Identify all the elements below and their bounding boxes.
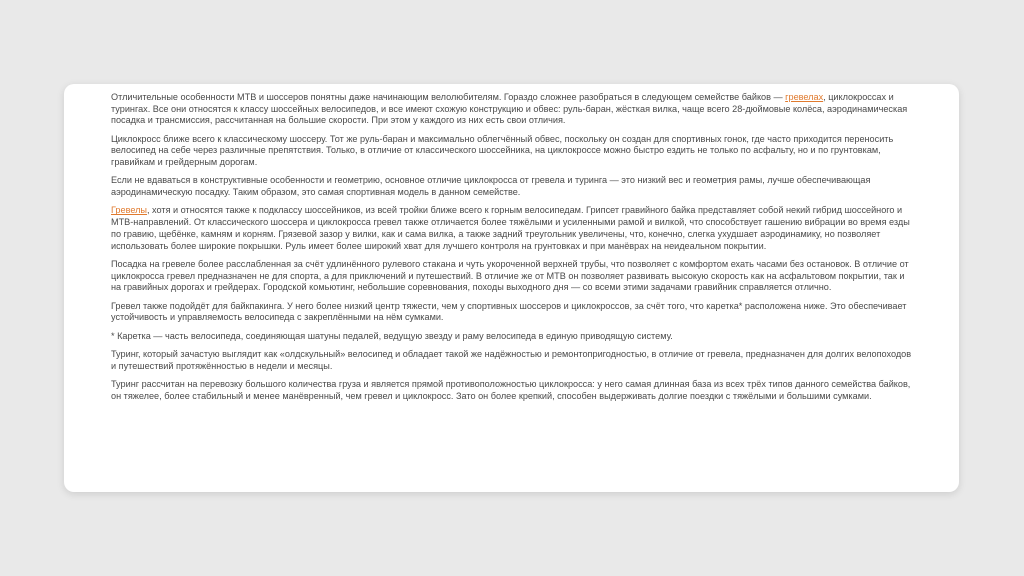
paragraph-touring-cargo: Туринг рассчитан на перевозку большого количества груза и является прямой противоположностью циклокросса: у него самая длинная база из всех трёх типов данного семейства байков, он тяжелее, более стабильный и менее манёвренный, чем гревел и циклокросс. Зато он более крепкий, способен выдерживать долгие поездки с тяжёлыми и большими сумками. xyxy=(111,378,911,401)
paragraph-gravel xyxy=(111,205,915,252)
paragraph-gravel-fit: Посадка на гревеле более расслабленная за счёт удлинённого рулевого стакана и чуть укороченной верхней трубы, что позволяет с комфортом ехать часами без остановок. В отличие от циклокросса гревел предназначен не для спорта, а для приключений и путешествий. В отличие же от МТВ он позволяет развивать высокую скорость как на асфальтовом покрытии, так и на гравийных дорогах и грейдерах. Городской комьютинг, небольшие соревнования, походы выходного дня — со всеми этими задачами гравийник справляется отлично. xyxy=(111,258,909,293)
paragraph-intro xyxy=(111,92,915,127)
paragraph-intro-text-before: Отличительные особенности МТВ и шоссеров понятны даже начинающим велолюбителям. Гораздо сложнее разобраться в следующем семействе байков — xyxy=(111,92,786,102)
paragraph-bikepacking: Гревел также подойдёт для байкпакинга. У него более низкий центр тяжести, чем у спортивных шоссеров и циклокроссов, за счёт того, что каретка* расположена ниже. Это обеспечивает устойчивость и управляемость велосипеда с закреплёнными на нём сумками. xyxy=(111,300,907,323)
gravel-bikes-link[interactable]: Гревелы xyxy=(111,205,147,216)
paragraph-touring: Туринг, который зачастую выглядит как «олдскульный» велосипед и обладает такой же надёжностью и ремонтопригодностью, в отличие от гревела, предназначен для долгих велопоходов и путешествий протяжённостью в недели и месяцы. xyxy=(111,348,912,371)
gravel-link[interactable]: гревелах xyxy=(785,92,824,102)
paragraph-intro-text-after: , циклокроссах и турингах. Все они относятся к классу шоссейных велосипедов, и все имеют схожую конструкцию и обвес: руль-баран, жёсткая вилка, чаще всего 28-дюймовые колёса, аэродинамическая посадка и трансмиссия, рассчитанная на большие скорости. При этом у каждого из них есть свои отличия. xyxy=(111,92,908,126)
footnote-bottom-bracket: * Каретка — часть велосипеда, соединяющая шатуны педалей, ведущую звезду и раму велосипеда в единую приводящую систему. xyxy=(111,330,673,341)
paragraph-cyclocross: Циклокросс ближе всего к классическому шоссеру. Тот же руль-баран и максимально облегчённый обвес, поскольку он создан для спортивных гонок, где часто приходится переносить велосипед на себе через различные препятствия. Только, в отличие от классического шоссейника, на циклокроссе можно быстро ездить не только по асфальту, но и по грунтовкам, гравийкам и грейдерным дорогам. xyxy=(111,133,894,168)
paragraph-gravel-text: , хотя и относятся также к подклассу шоссейников, из всей тройки ближе всего к горным велосипедам. Грипсет гравийного байка представляет собой некий гибрид шоссейного и МТВ-направлений. От классического шоссера и циклокросса гревел также отличается более тяжёлыми и усиленными рамой и вилкой, что способствует гашению вибрации во время езды по гравию, щебёнке, камням и корням. Грязевой зазор у вилки, как и сама вилка, а также задний треугольник увеличены, что, конечно, слегка ухудшает аэродинамику, но позволяет использовать более широкие покрышки. Руль имеет более широкий хват для лучшего контроля на грунтовках и при манёврах на неидеальном покрытии. xyxy=(111,205,910,251)
article-card xyxy=(64,84,959,492)
paragraph-cyclocross-difference: Если не вдаваться в конструктивные особенности и геометрию, основное отличие циклокросса от гревела и туринга — это низкий вес и геометрия рамы, лучше обеспечивающая аэродинамическую посадку. Таким образом, это самая спортивная модель в данном семействе. xyxy=(111,175,871,198)
